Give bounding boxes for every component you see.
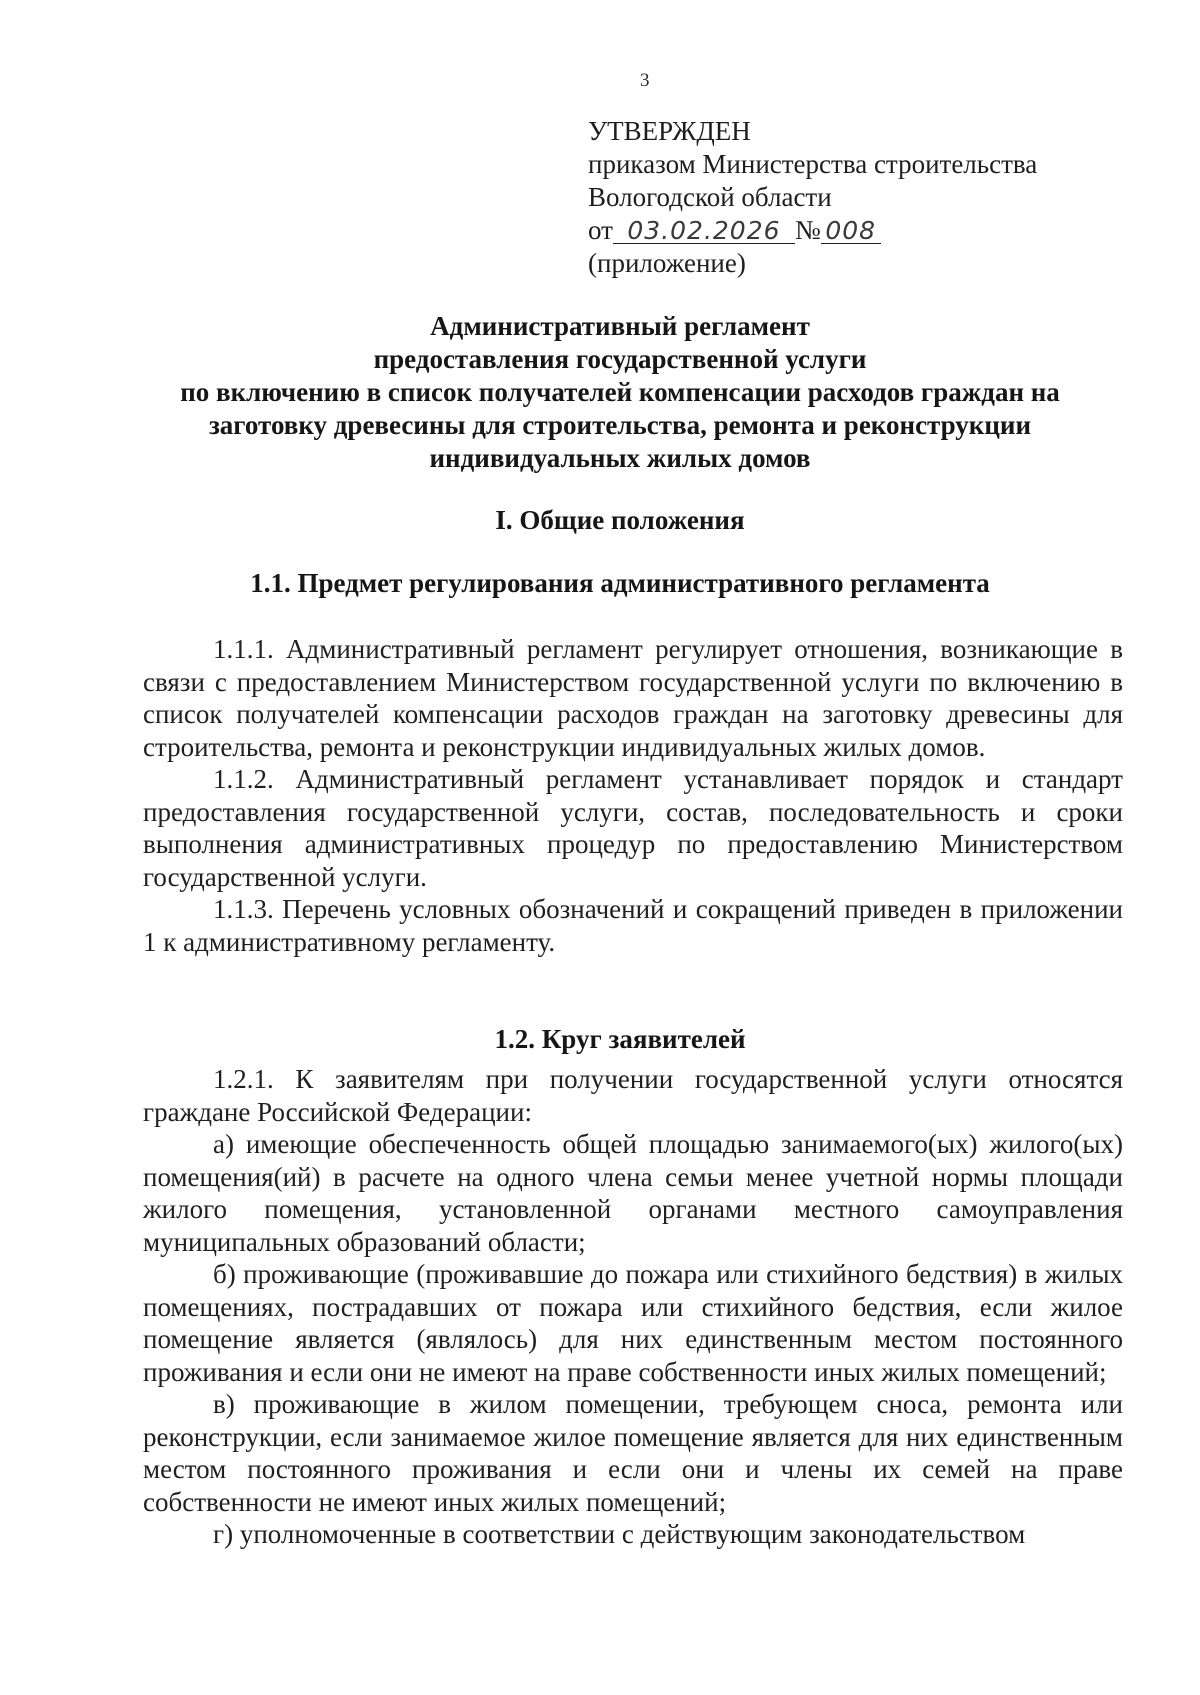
subsection-heading-1-1: 1.1. Предмет регулирования административного регламента	[250, 568, 990, 598]
title-line: индивидуальных жилых домов	[429, 443, 811, 473]
handwritten-number-value: 008	[825, 216, 877, 245]
paragraph-1-1-1: 1.1.1. Административный регламент регулирует отношения, возникающие в связи с предоставлением Министерством государственной услуги по включению в список получателей компенсации расходов граждан на заготовку древесины для строительства, ремонта и реконструкции индивидуальных жилых домов.	[143, 634, 1123, 762]
number-sign: №	[794, 215, 821, 245]
title-line: Административный регламент	[430, 311, 810, 341]
approval-status: УТВЕРЖДЕН	[588, 116, 751, 146]
list-item-a: а) имеющие обеспеченность общей площадью занимаемого(ых) жилого(ых) помещения(ий) в расчете на одного члена семьи менее учетной нормы площади жилого помещения, установленной органами местного самоуправления муниципальных образований области;	[143, 1129, 1123, 1257]
document-title	[140, 310, 1100, 475]
section-heading-general: I. Общие положения	[495, 505, 745, 535]
approval-order-line: приказом Министерства строительства	[588, 149, 1038, 179]
handwritten-date-value: 03.02.2026	[627, 216, 781, 245]
page-number: 3	[640, 70, 650, 91]
list-item-b: б) проживающие (проживавшие до пожара или стихийного бедствия) в жилых помещениях, пострадавших от пожара или стихийного бедствия, если жилое помещение является (являлось) для них единственным местом постоянного проживания и если они не имеют на праве собственности иных жилых помещений;	[143, 1259, 1123, 1387]
paragraph-1-2-1: 1.2.1. К заявителям при получении государственной услуги относятся граждане Российской Федерации:	[143, 1064, 1123, 1127]
handwritten-date	[613, 218, 795, 244]
handwritten-number	[821, 218, 881, 244]
subsection-heading-1-2: 1.2. Круг заявителей	[494, 1024, 746, 1054]
subsection-1-1-body	[143, 633, 1123, 958]
title-line: по включению в список получателей компенсации расходов граждан на	[180, 377, 1060, 407]
subsection-1-2-body	[143, 1063, 1123, 1551]
approval-region-line: Вологодской области	[588, 182, 832, 212]
paragraph-1-1-2: 1.1.2. Административный регламент устанавливает порядок и стандарт предоставления государственной услуги, состав, последовательность и сроки выполнения административных процедур по предоставлению Министерством государственной услуги.	[143, 764, 1123, 892]
list-item-g: г) уполномоченные в соответствии с действующим законодательством	[213, 1519, 1026, 1549]
date-prefix: от	[588, 215, 613, 245]
approval-stamp-block	[588, 115, 1037, 280]
title-line: заготовку древесины для строительства, ремонта и реконструкции	[208, 410, 1032, 440]
approval-date-number-line	[588, 214, 1037, 247]
paragraph-1-1-3: 1.1.3. Перечень условных обозначений и сокращений приведен в приложении 1 к административному регламенту.	[143, 894, 1123, 957]
approval-appendix-note: (приложение)	[588, 248, 746, 278]
list-item-v: в) проживающие в жилом помещении, требующем сноса, ремонта или реконструкции, если занимаемое жилое помещение является для них единственным местом постоянного проживания и если они и члены их семей на праве собственности не имеют иных жилых помещений;	[143, 1389, 1123, 1517]
title-line: предоставления государственной услуги	[373, 344, 867, 374]
